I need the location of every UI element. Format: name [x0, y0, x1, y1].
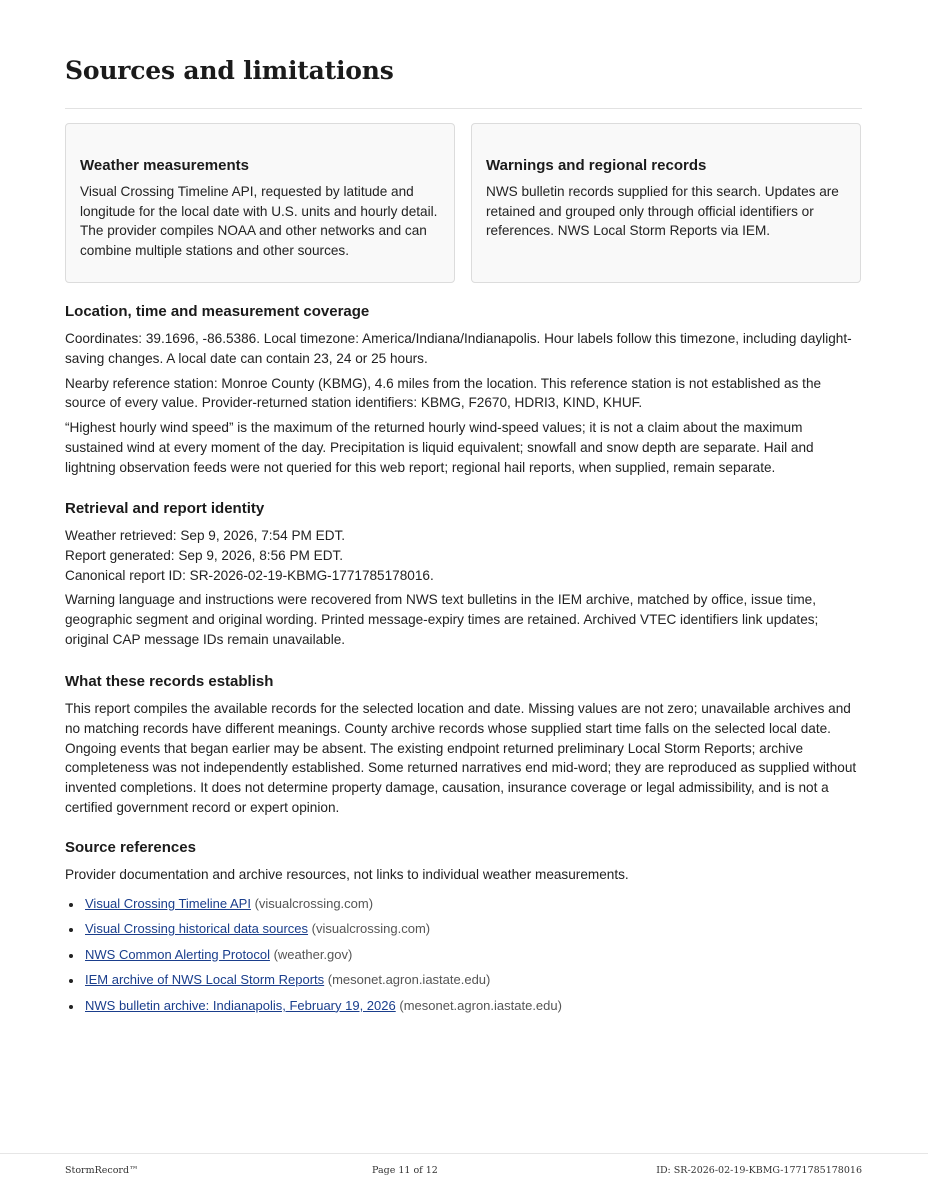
reference-item	[65, 972, 862, 998]
establish-heading: What these records establish	[65, 673, 274, 690]
footer-page-number: Page 11 of 12	[372, 1165, 438, 1176]
reference-link-iem-lsr[interactable]: IEM archive of NWS Local Storm Reports	[85, 972, 325, 988]
footer-divider	[0, 1153, 928, 1154]
reference-link-nws-cap[interactable]: NWS Common Alerting Protocol	[85, 946, 270, 962]
reference-domain: (visualcrossing.com)	[254, 895, 374, 911]
establish-paragraph: This report compiles the available records for the selected location and date. Missing values are not zero; unavailable archives and no matching records have different meanings. County archive records whose supplied start time falls on the selected local date. Ongoing events that began earlier may be absent. The existing endpoint returned preliminary Local Storm Reports; archive completeness was not independently established. Some returned narratives end mid-word; they are reproduced as supplied without invented completions. It does not determine property damage, causation, insurance coverage or legal admissibility, and is not a certified government record or expert opinion.	[65, 701, 857, 815]
coverage-heading: Location, time and measurement coverage	[65, 303, 370, 320]
retrieval-paragraph: Warning language and instructions were recovered from NWS text bulletins in the IEM archive, matched by office, issue time, geographic segment and original wording. Printed message-expiry times are retained. Archived VTEC identifiers link updates; original CAP message IDs remain unavailable.	[65, 592, 819, 647]
reference-domain: (visualcrossing.com)	[311, 921, 431, 937]
weather-retrieved-line: Weather retrieved: Sep 9, 2026, 7:54 PM EDT.	[65, 528, 346, 543]
weather-card-body: Visual Crossing Timeline API, requested by latitude and longitude for the local date with U.S. units and hourly detail. The provider compiles NOAA and other networks and can combine multiple stations and other sources.	[80, 184, 438, 259]
reference-item	[65, 921, 862, 947]
references-section	[65, 839, 862, 1023]
title-divider	[65, 108, 862, 109]
footer-brand: StormRecord™	[65, 1165, 139, 1176]
footer-report-id: ID: SR-2026-02-19-KBMG-1771785178016	[656, 1165, 862, 1176]
reference-item	[65, 998, 862, 1024]
reference-domain: (weather.gov)	[273, 946, 353, 962]
warnings-records-card	[471, 123, 861, 283]
reference-domain: (mesonet.agron.iastate.edu)	[327, 972, 491, 988]
coverage-paragraph-1: Coordinates: 39.1696, -86.5386. Local timezone: America/Indiana/Indianapolis. Hour labels follow this timezone, including daylight-saving changes. A local date can contain 23, 24 or 25 hours.	[65, 331, 852, 366]
references-heading: Source references	[65, 839, 196, 856]
references-intro: Provider documentation and archive resources, not links to individual weather measurements.	[65, 867, 629, 882]
weather-measurements-card	[65, 123, 455, 283]
warnings-card-heading: Warnings and regional records	[486, 157, 707, 174]
weather-card-heading: Weather measurements	[80, 157, 249, 174]
reference-link-timeline-api[interactable]: Visual Crossing Timeline API	[85, 895, 251, 911]
retrieval-heading: Retrieval and report identity	[65, 500, 265, 517]
reference-item	[65, 896, 862, 922]
source-cards	[65, 123, 862, 285]
establish-section	[65, 673, 862, 823]
warnings-card-body: NWS bulletin records supplied for this search. Updates are retained and grouped only through official identifiers or references. NWS Local Storm Reports via IEM.	[486, 184, 839, 239]
page-title: Sources and limitations	[65, 56, 394, 85]
coverage-paragraph-3: “Highest hourly wind speed” is the maximum of the returned hourly wind-speed values; it is not a claim about the maximum sustained wind at every moment of the day. Precipitation is liquid equivalent; snowfall and snow depth are separate. Hail and lightning observation feeds were not queried for this web report; regional hail reports, when supplied, remain separate.	[65, 420, 814, 475]
reference-item	[65, 947, 862, 973]
reference-link-historical-sources[interactable]: Visual Crossing historical data sources	[85, 921, 309, 937]
canonical-report-id-line: Canonical report ID: SR-2026-02-19-KBMG-1771785178016.	[65, 567, 434, 583]
coverage-section	[65, 303, 862, 483]
reference-list	[65, 896, 862, 1024]
report-generated-line: Report generated: Sep 9, 2026, 8:56 PM EDT.	[65, 547, 344, 563]
reference-link-bulletin-archive[interactable]: NWS bulletin archive: Indianapolis, February 19, 2026	[85, 997, 396, 1013]
retrieval-section	[65, 500, 862, 655]
coverage-paragraph-2: Nearby reference station: Monroe County (KBMG), 4.6 miles from the location. This reference station is not established as the source of every value. Provider-returned station identifiers: KBMG, F2670, HDRI3, KIND, KHUF.	[65, 375, 822, 411]
reference-domain: (mesonet.agron.iastate.edu)	[399, 997, 562, 1013]
